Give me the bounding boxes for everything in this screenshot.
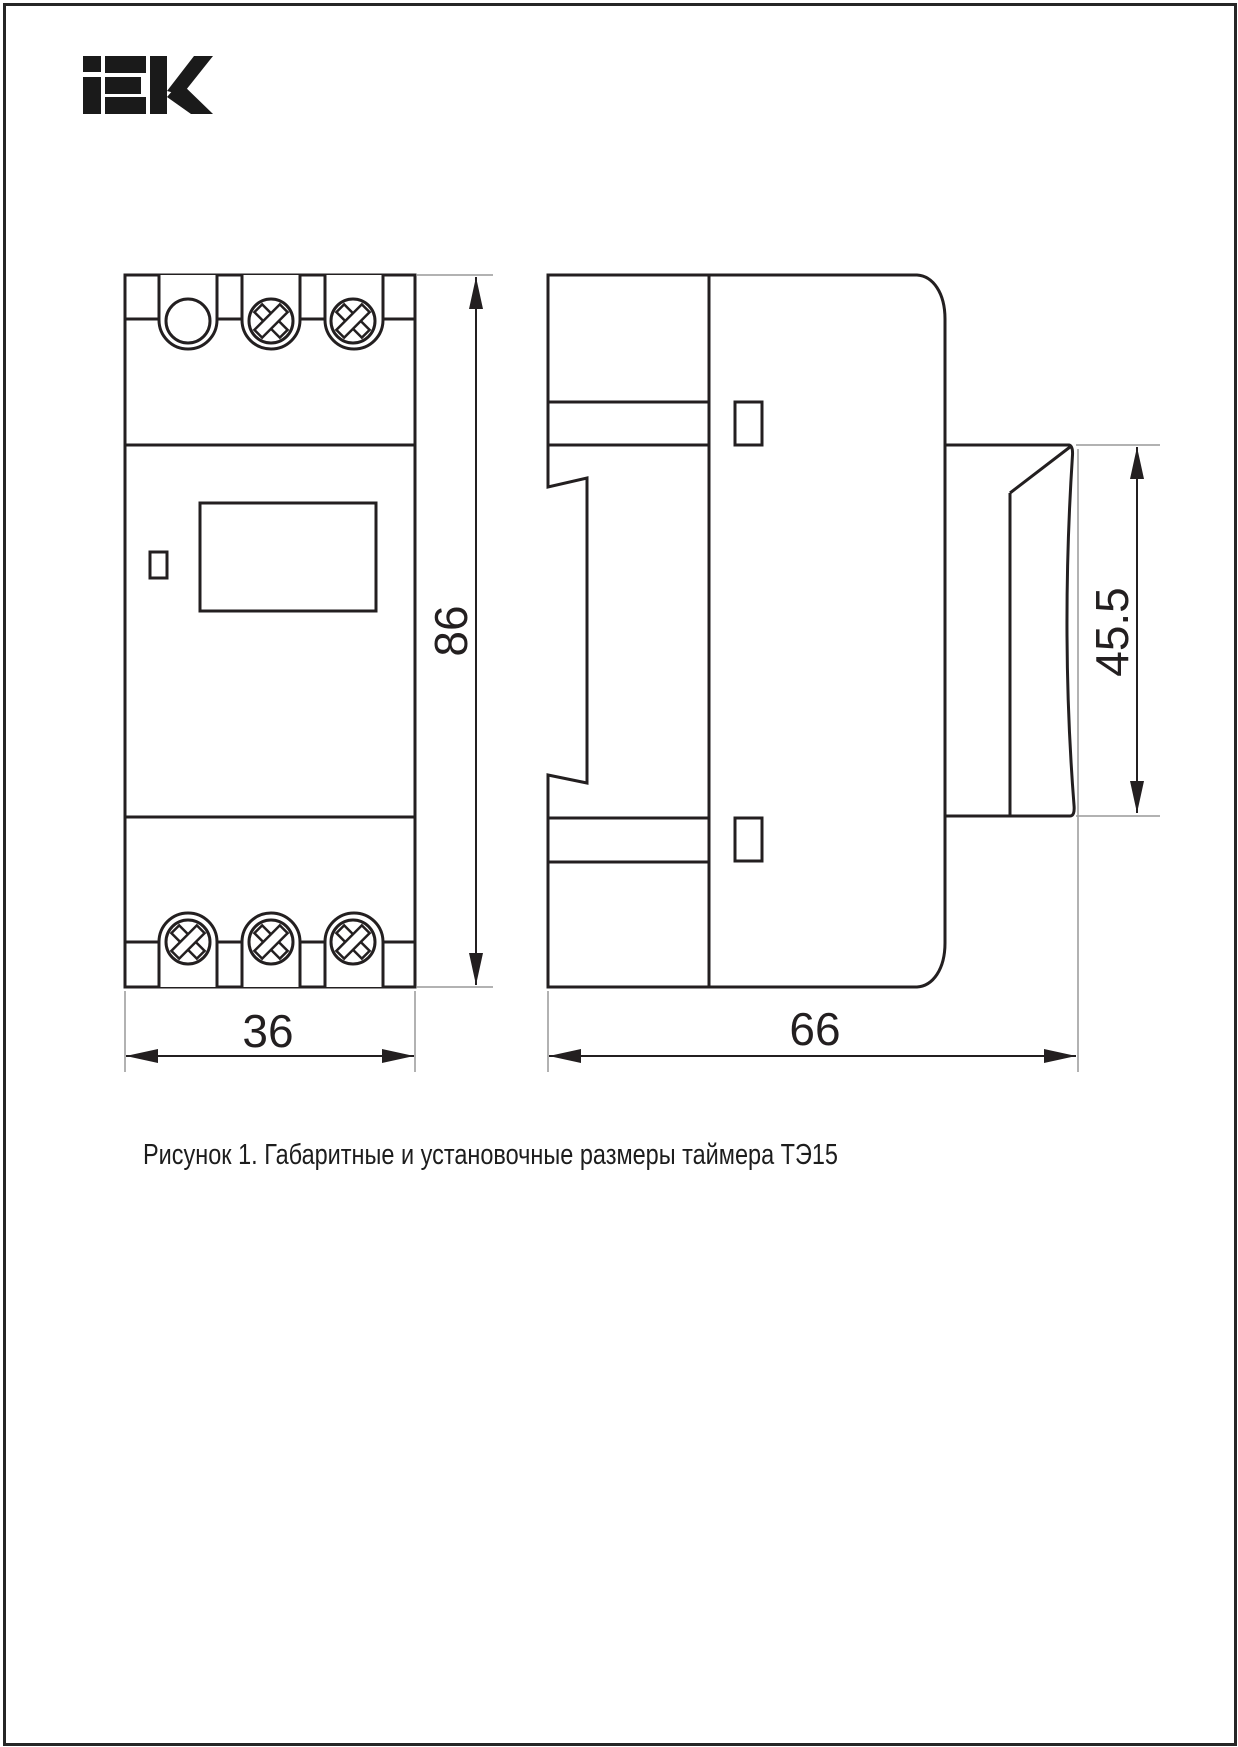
screw-terminal-cross-icon <box>249 920 293 964</box>
screw-terminal-cross-icon <box>166 920 210 964</box>
dimension-width-36 <box>126 1005 414 1063</box>
side-view <box>548 275 1074 987</box>
side-view-body <box>548 275 945 987</box>
lower-mount-strip <box>548 818 709 862</box>
arrow-left-icon <box>126 1049 158 1063</box>
front-view <box>125 275 415 987</box>
front-button <box>150 552 167 578</box>
figure-caption: Рисунок 1. Габаритные и установочные размеры таймера ТЭ15 <box>143 1139 838 1171</box>
cover-recess-profile <box>1010 447 1070 816</box>
lcd-display <box>200 503 376 611</box>
dimension-label-depth: 66 <box>789 1003 841 1055</box>
screw-terminal-cross-icon <box>249 299 293 343</box>
terminal-hole-icon <box>166 299 210 343</box>
dimension-height-86 <box>425 277 483 985</box>
arrow-down-icon <box>1130 781 1144 813</box>
arrow-up-icon <box>1130 447 1144 479</box>
arrow-right-icon <box>1044 1049 1076 1063</box>
arrow-down-icon <box>469 953 483 985</box>
screw-terminal-cross-icon <box>331 299 375 343</box>
dimension-label-height: 86 <box>425 605 477 657</box>
dimension-depth-66 <box>549 1003 1076 1063</box>
front-view-body <box>125 275 415 987</box>
depth-extension-lines <box>548 449 1078 1072</box>
screw-terminal-cross-icon <box>331 920 375 964</box>
dimension-front-height-45-5 <box>1086 447 1144 813</box>
upper-mount-strip <box>548 402 709 445</box>
arrow-left-icon <box>549 1049 581 1063</box>
din-clip-icon <box>735 402 762 445</box>
dimension-label-front-height: 45.5 <box>1086 587 1138 677</box>
dimension-label-width: 36 <box>242 1005 294 1057</box>
arrow-right-icon <box>382 1049 414 1063</box>
arrow-up-icon <box>469 277 483 309</box>
din-clip-icon <box>735 818 762 861</box>
